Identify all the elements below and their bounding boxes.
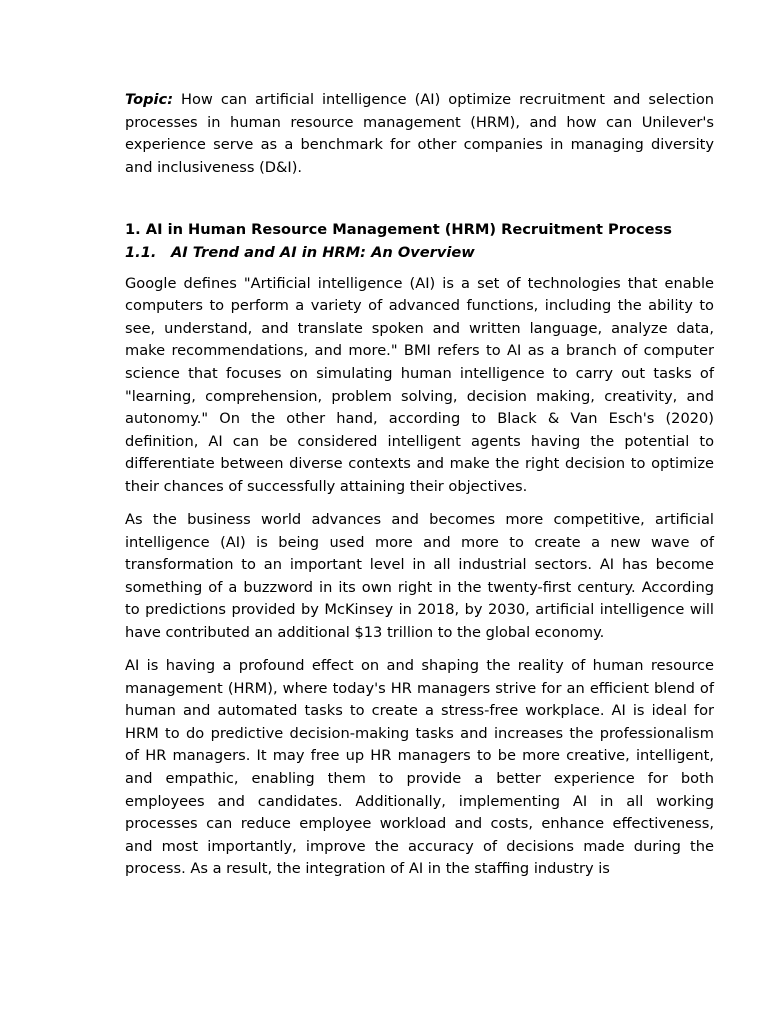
subsection-number: 1.1. [125, 243, 157, 261]
topic-paragraph [125, 89, 714, 179]
topic-text: How can artificial intelligence (AI) optimize recruitment and selection processes in human resource management (HRM), and how can Unilever's experience serve as a benchmark for other companies in managing diversity and inclusiveness (D&I). [125, 91, 715, 176]
body-paragraph-3: AI is having a profound effect on and shaping the reality of human resource management (HRM), where today's HR managers strive for an efficient blend of human and automated tasks to create a stress-free workplace. AI is ideal for HRM to do predictive decision-making tasks and increases the professionalism of HR managers. It may free up HR managers to be more creative, intelligent, and empathic, enabling them to provide a better experience for both employees and candidates. Additionally, implementing AI in all working processes can reduce employee workload and costs, enhance effectiveness, and most importantly, improve the accuracy of decisions made during the process. As a result, the integration of AI in the staffing industry is [125, 657, 714, 878]
subsection-heading [125, 242, 714, 265]
body-paragraph-1: Google defines "Artificial intelligence (AI) is a set of technologies that enable computers to perform a variety of advanced functions, including the ability to see, understand, and translate spoken and written language, analyze data, make recommendations, and more." BMI refers to AI as a branch of computer science that focuses on simulating human intelligence to carry out tasks of "learning, comprehension, problem solving, decision making, creativity, and autonomy." On the other hand, according to Black & Van Esch's (2020) definition, AI can be considered intelligent agents having the potential to differentiate between diverse contexts and make the right decision to optimize their chances of successfully attaining their objectives. [125, 274, 714, 495]
document-page [125, 89, 714, 892]
body-paragraph-2: As the business world advances and becomes more competitive, artificial intelligence (AI) is being used more and more to create a new wave of transformation to an important level in all industrial sectors. AI has become something of a buzzword in its own right in the twenty-first century. According to predictions provided by McKinsey in 2018, by 2030, artificial intelligence will have contributed an additional $13 trillion to the global economy. [125, 511, 714, 641]
topic-label: Topic: [125, 91, 174, 108]
subsection-title: AI Trend and AI in HRM: An Overview [171, 243, 475, 261]
section-heading: 1. AI in Human Resource Management (HRM) Recruitment Process [125, 221, 672, 239]
